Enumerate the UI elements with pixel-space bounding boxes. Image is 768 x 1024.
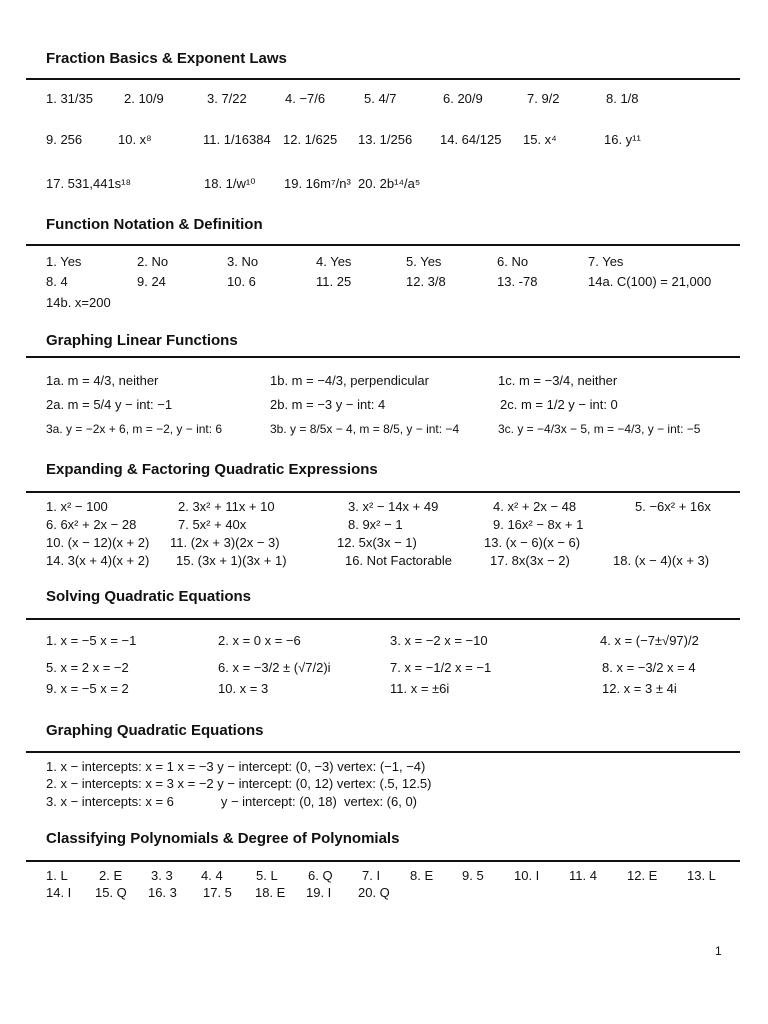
answer-item: 12. 5x(3x − 1)	[337, 535, 417, 550]
section-title: Solving Quadratic Equations	[46, 588, 252, 605]
section-title: Function Notation & Definition	[46, 216, 263, 233]
answer-item: 3c. y = −4/3x − 5, m = −4/3, y − int: −5	[498, 422, 701, 436]
answer-item: 4. −7/6	[285, 91, 326, 106]
answer-item: 3. x − intercepts: x = 6 y − intercept: (0, 18) vertex: (6, 0)	[46, 794, 418, 809]
answer-item: 6. 6x² + 2x − 28	[46, 517, 137, 532]
answer-item: 12. 3/8	[406, 274, 446, 289]
answer-item: 3. x = −2 x = −10	[390, 633, 488, 648]
answer-item: 4. x = (−7±√97)/2	[600, 633, 699, 648]
answer-item: 5. x = 2 x = −2	[46, 660, 129, 675]
answer-item: 12. x = 3 ± 4i	[602, 681, 677, 696]
answer-item: 17. 5	[203, 885, 232, 900]
answer-item: 3. 7/22	[207, 91, 247, 106]
answer-item: 16. 3	[148, 885, 177, 900]
answer-item: 6. 20/9	[443, 91, 483, 106]
answer-item: 7. x = −1/2 x = −1	[390, 660, 492, 675]
answer-item: 16. y¹¹	[604, 132, 641, 147]
answer-item: 16. Not Factorable	[345, 553, 452, 568]
answer-item: 13. -78	[497, 274, 538, 289]
answer-item: 2. 10/9	[124, 91, 164, 106]
answer-item: 14. 64/125	[440, 132, 502, 147]
answer-item: 2. 3x² + 11x + 10	[178, 499, 275, 514]
answer-item: 1. 31/35	[46, 91, 93, 106]
answer-item: 5. −6x² + 16x	[635, 499, 711, 514]
answer-item: 9. 16x² − 8x + 1	[493, 517, 584, 532]
answer-item: 10. I	[514, 868, 540, 883]
answer-item: 14a. C(100) = 21,000	[588, 274, 712, 289]
answer-item: 14. I	[46, 885, 72, 900]
answer-item: 13. 1/256	[358, 132, 413, 147]
section-divider	[26, 751, 740, 753]
section-title: Graphing Linear Functions	[46, 332, 238, 349]
answer-item: 12. E	[627, 868, 658, 883]
answer-item: 19. I	[306, 885, 332, 900]
answer-item: 4. Yes	[316, 254, 352, 269]
answer-item: 18. (x − 4)(x + 3)	[613, 553, 710, 568]
section-divider	[26, 618, 740, 620]
page-number: 1	[715, 944, 722, 958]
answer-item: 6. No	[497, 254, 529, 269]
answer-item: 17. 8x(3x − 2)	[490, 553, 570, 568]
answer-item: 4. 4	[201, 868, 223, 883]
answer-item: 1. L	[46, 868, 68, 883]
answer-item: 7. 5x² + 40x	[178, 517, 247, 532]
answer-item: 5. 4/7	[364, 91, 397, 106]
answer-item: 11. 4	[569, 868, 597, 883]
answer-item: 1c. m = −3/4, neither	[498, 373, 618, 388]
section-divider	[26, 244, 740, 246]
answer-item: 11. 1/16384	[203, 132, 271, 147]
answer-item: 3b. y = 8/5x − 4, m = 8/5, y − int: −4	[270, 422, 460, 436]
answer-item: 18. 1/w¹⁰	[204, 176, 256, 191]
answer-item: 9. x = −5 x = 2	[46, 681, 129, 696]
answer-item: 17. 531,441s¹⁸	[46, 176, 131, 191]
answer-item: 15. x⁴	[523, 132, 557, 147]
answer-item: 8. 4	[46, 274, 68, 289]
answer-item: 5. L	[256, 868, 278, 883]
section-divider	[26, 78, 740, 80]
answer-item: 8. x = −3/2 x = 4	[602, 660, 696, 675]
answer-item: 10. x = 3	[218, 681, 269, 696]
answer-item: 1a. m = 4/3, neither	[46, 373, 159, 388]
answer-item: 14. 3(x + 4)(x + 2)	[46, 553, 150, 568]
section-title: Graphing Quadratic Equations	[46, 722, 264, 739]
answer-item: 3a. y = −2x + 6, m = −2, y − int: 6	[46, 422, 223, 436]
answer-item: 13. L	[687, 868, 716, 883]
section-title: Expanding & Factoring Quadratic Expressions	[46, 461, 378, 478]
answer-item: 3. No	[227, 254, 259, 269]
answer-item: 11. (2x + 3)(2x − 3)	[170, 535, 280, 550]
section-title: Fraction Basics & Exponent Laws	[46, 50, 287, 67]
answer-item: 8. 1/8	[606, 91, 639, 106]
answer-item: 10. x⁸	[118, 132, 152, 147]
answer-item: 18. E	[255, 885, 286, 900]
answer-item: 20. Q	[358, 885, 390, 900]
answer-item: 2c. m = 1/2 y − int: 0	[500, 397, 618, 412]
answer-item: 2. x − intercepts: x = 3 x = −2 y − intercept: (0, 12) vertex: (.5, 12.5)	[46, 776, 432, 791]
answer-item: 9. 24	[137, 274, 166, 289]
answer-item: 7. Yes	[588, 254, 624, 269]
answer-item: 7. I	[362, 868, 381, 883]
answer-item: 3. 3	[151, 868, 173, 883]
section-divider	[26, 491, 740, 493]
answer-item: 2. E	[99, 868, 123, 883]
section-divider	[26, 860, 740, 862]
answer-item: 7. 9/2	[527, 91, 560, 106]
answer-item: 2. No	[137, 254, 169, 269]
answer-item: 9. 5	[462, 868, 484, 883]
answer-item: 2. x = 0 x = −6	[218, 633, 301, 648]
answer-item: 6. Q	[308, 868, 333, 883]
answer-item: 1. x² − 100	[46, 499, 108, 514]
answer-item: 20. 2b¹⁴/a⁵	[358, 176, 421, 191]
answer-item: 10. 6	[227, 274, 256, 289]
answer-item: 4. x² + 2x − 48	[493, 499, 577, 514]
answer-item: 5. Yes	[406, 254, 442, 269]
section-title: Classifying Polynomials & Degree of Polynomials	[46, 830, 400, 847]
answer-item: 1b. m = −4/3, perpendicular	[270, 373, 429, 388]
answer-item: 2a. m = 5/4 y − int: −1	[46, 397, 173, 412]
answer-item: 15. (3x + 1)(3x + 1)	[176, 553, 287, 568]
answer-item: 1. x = −5 x = −1	[46, 633, 137, 648]
answer-item: 2b. m = −3 y − int: 4	[270, 397, 386, 412]
answer-item: 9. 256	[46, 132, 83, 147]
answer-item: 1. x − intercepts: x = 1 x = −3 y − intercept: (0, −3) vertex: (−1, −4)	[46, 759, 426, 774]
answer-item: 3. x² − 14x + 49	[348, 499, 439, 514]
answer-item: 14b. x=200	[46, 295, 111, 310]
answer-item: 12. 1/625	[283, 132, 338, 147]
answer-item: 1. Yes	[46, 254, 82, 269]
answer-item: 6. x = −3/2 ± (√7/2)i	[218, 660, 331, 675]
answer-item: 13. (x − 6)(x − 6)	[484, 535, 581, 550]
answer-item: 15. Q	[95, 885, 127, 900]
section-divider	[26, 356, 740, 358]
answer-item: 19. 16m⁷/n³	[284, 176, 351, 191]
answer-item: 8. 9x² − 1	[348, 517, 403, 532]
answer-item: 8. E	[410, 868, 434, 883]
answer-item: 11. x = ±6i	[390, 681, 450, 696]
answer-item: 11. 25	[316, 274, 352, 289]
answer-item: 10. (x − 12)(x + 2)	[46, 535, 150, 550]
